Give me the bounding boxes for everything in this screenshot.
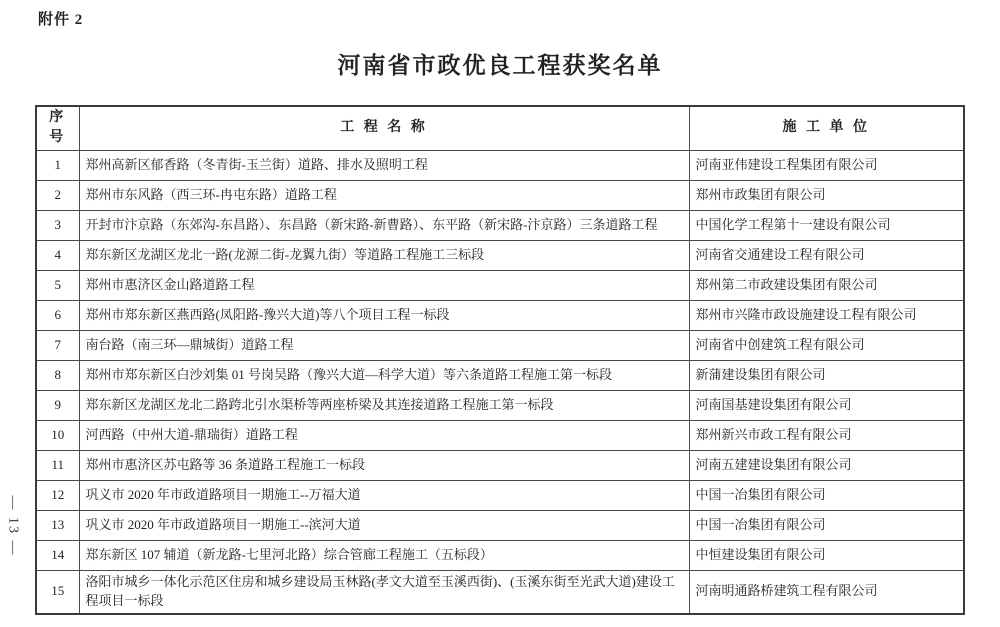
page-number: — 13 — <box>5 495 21 557</box>
table-row <box>36 330 964 360</box>
table-row <box>36 420 964 450</box>
project-name-cell: 巩义市 2020 年市政道路项目一期施工--万福大道 <box>79 480 689 510</box>
table-row <box>36 150 964 180</box>
table-header-row <box>36 106 964 150</box>
company-cell: 新蒲建设集团有限公司 <box>689 360 964 390</box>
project-name-cell: 郑东新区 107 辅道（新龙路-七里河北路）综合管廊工程施工（五标段） <box>79 540 689 570</box>
header-construction-unit: 施 工 单 位 <box>689 106 964 150</box>
project-name-cell: 郑州市东风路（西三环-冉屯东路）道路工程 <box>79 180 689 210</box>
company-cell: 中国化学工程第十一建设有限公司 <box>689 210 964 240</box>
page-title: 河南省市政优良工程获奖名单 <box>337 52 663 78</box>
company-cell: 郑州市政集团有限公司 <box>689 180 964 210</box>
row-number-cell: 10 <box>36 420 79 450</box>
company-cell: 中恒建设集团有限公司 <box>689 540 964 570</box>
row-number-cell: 6 <box>36 300 79 330</box>
table-row <box>36 270 964 300</box>
row-number-cell: 7 <box>36 330 79 360</box>
header-project-name: 工 程 名 称 <box>79 106 689 150</box>
project-name-cell: 郑州市惠济区苏屯路等 36 条道路工程施工一标段 <box>79 450 689 480</box>
table-row <box>36 210 964 240</box>
table-row <box>36 180 964 210</box>
project-name-cell: 郑州高新区郁香路（冬青街-玉兰街）道路、排水及照明工程 <box>79 150 689 180</box>
company-cell: 中国一冶集团有限公司 <box>689 480 964 510</box>
row-number-cell: 5 <box>36 270 79 300</box>
row-number-cell: 9 <box>36 390 79 420</box>
project-name-cell: 郑州市郑东新区燕西路(凤阳路-豫兴大道)等八个项目工程一标段 <box>79 300 689 330</box>
award-table <box>35 105 965 615</box>
project-name-cell: 开封市汴京路（东郊沟-东昌路）、东昌路（新宋路-新曹路）、东平路（新宋路-汴京路）三条道路工程 <box>79 210 689 240</box>
row-number-cell: 1 <box>36 150 79 180</box>
row-number-cell: 14 <box>36 540 79 570</box>
project-name-cell: 郑州市惠济区金山路道路工程 <box>79 270 689 300</box>
project-name-cell: 郑东新区龙湖区龙北二路跨北引水渠桥等两座桥梁及其连接道路工程施工第一标段 <box>79 390 689 420</box>
company-cell: 郑州第二市政建设集团有限公司 <box>689 270 964 300</box>
table-row <box>36 540 964 570</box>
company-cell: 河南省交通建设工程有限公司 <box>689 240 964 270</box>
company-cell: 郑州新兴市政工程有限公司 <box>689 420 964 450</box>
row-number-cell: 11 <box>36 450 79 480</box>
attachment-label: 附件 2 <box>38 12 84 28</box>
project-name-cell: 南台路（南三环—鼎城街）道路工程 <box>79 330 689 360</box>
company-cell: 河南明通路桥建筑工程有限公司 <box>689 570 964 614</box>
company-cell: 郑州市兴隆市政设施建设工程有限公司 <box>689 300 964 330</box>
row-number-cell: 2 <box>36 180 79 210</box>
table-row <box>36 360 964 390</box>
company-cell: 河南省中创建筑工程有限公司 <box>689 330 964 360</box>
table-row <box>36 480 964 510</box>
row-number-cell: 4 <box>36 240 79 270</box>
project-name-cell: 巩义市 2020 年市政道路项目一期施工--滨河大道 <box>79 510 689 540</box>
project-name-cell: 郑州市郑东新区白沙刘集 01 号岗吴路（豫兴大道—科学大道）等六条道路工程施工第一标段 <box>79 360 689 390</box>
table-row <box>36 300 964 330</box>
company-cell: 河南五建建设集团有限公司 <box>689 450 964 480</box>
row-number-cell: 3 <box>36 210 79 240</box>
header-serial-number: 序号 <box>36 106 79 150</box>
row-number-cell: 12 <box>36 480 79 510</box>
row-number-cell: 15 <box>36 570 79 614</box>
project-name-cell: 洛阳市城乡一体化示范区住房和城乡建设局玉林路(孝文大道至玉溪西街)、(玉溪东街至光武大道)建设工程项目一标段 <box>79 570 689 614</box>
table-row <box>36 390 964 420</box>
company-cell: 中国一冶集团有限公司 <box>689 510 964 540</box>
table-row <box>36 570 964 614</box>
company-cell: 河南亚伟建设工程集团有限公司 <box>689 150 964 180</box>
table-body <box>36 150 964 614</box>
table-row <box>36 510 964 540</box>
table-row <box>36 450 964 480</box>
row-number-cell: 13 <box>36 510 79 540</box>
row-number-cell: 8 <box>36 360 79 390</box>
project-name-cell: 河西路（中州大道-鼎瑞街）道路工程 <box>79 420 689 450</box>
company-cell: 河南国基建设集团有限公司 <box>689 390 964 420</box>
table-row <box>36 240 964 270</box>
project-name-cell: 郑东新区龙湖区龙北一路(龙源二街-龙翼九街）等道路工程施工三标段 <box>79 240 689 270</box>
